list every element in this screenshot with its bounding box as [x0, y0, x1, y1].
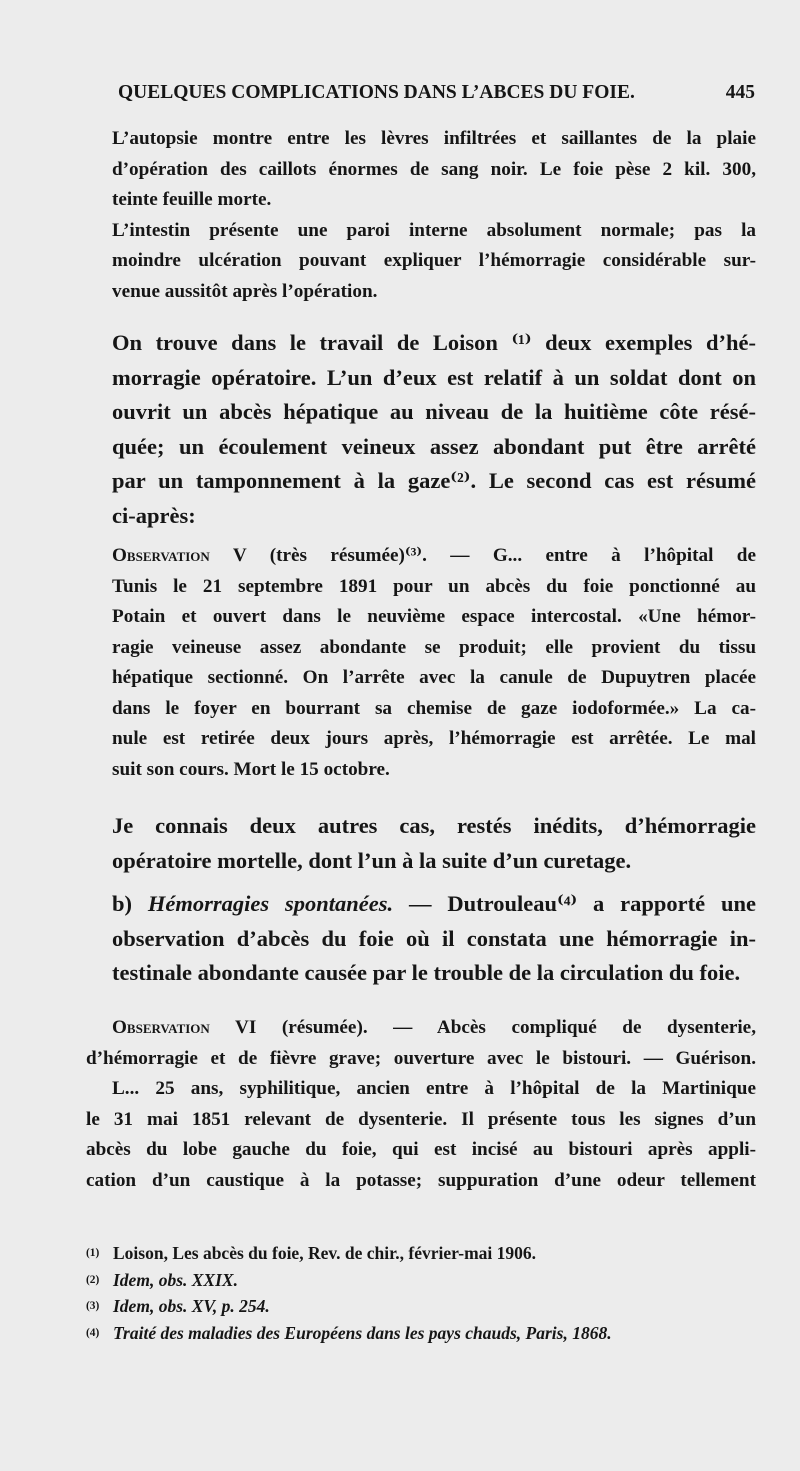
- text-line: cation d’un caustique à la potasse; suppuration d’une odeur tellement: [86, 1169, 756, 1191]
- text-line: morragie opératoire. L’un d’eux est relatif à un soldat dont on: [112, 364, 756, 390]
- text-line: d’opération des caillots énormes de sang noir. Le foie pèse 2 kil. 300,: [112, 158, 756, 180]
- intestine-paragraph: [86, 216, 756, 308]
- observation-heading: Observation: [112, 1017, 210, 1038]
- text-line: le 31 mai 1851 relevant de dysenterie. Il présente tous les signes d’un: [86, 1108, 756, 1130]
- text-line: d’hémorragie et de fièvre grave; ouverture avec le bistouri. — Guérison.: [86, 1047, 756, 1069]
- spontaneous-hemorrhage-paragraph: [86, 887, 756, 991]
- text-line: L’autopsie montre entre les lèvres infiltrées et saillantes de la plaie: [112, 128, 756, 149]
- text-line: observation d’abcès du foie où il constata une hémorragie in-: [112, 925, 756, 951]
- text-line: ragie veineuse assez abondante se produit; elle provient du tissu: [112, 636, 756, 658]
- text-line: — Dutrouleau⁽⁴⁾ a rapporté une: [393, 891, 757, 916]
- text-line: Tunis le 21 septembre 1891 pour un abcès du foie ponctionné au: [112, 575, 756, 597]
- running-header: [118, 82, 755, 104]
- footnote-text: Loison, Les abcès du foie, Rev. de chir., février-mai 1906.: [113, 1243, 537, 1263]
- text-line: suit son cours. Mort le 15 octobre.: [112, 758, 390, 780]
- inedits-paragraph: [86, 809, 756, 878]
- page-number: 445: [725, 82, 755, 103]
- observation-6: [86, 1013, 756, 1196]
- footnote-text: Idem, obs. XV, p. 254.: [113, 1296, 270, 1316]
- footnote-number: (4): [86, 1326, 100, 1339]
- footnote-text: Traité des maladies des Européens dans les pays chauds, Paris, 1868.: [113, 1322, 612, 1343]
- text-line: Je connais deux autres cas, restés inédits, d’hémorragie: [112, 813, 756, 838]
- running-title: QUELQUES COMPLICATIONS DANS L’ABCES DU FOIE.: [118, 82, 635, 103]
- observation-heading: Observation: [112, 545, 210, 566]
- text-line: VI (résumée). — Abcès compliqué de dysenterie,: [209, 1017, 756, 1038]
- text-line: hépatique sectionné. On l’arrête avec la canule de Dupuytren placée: [112, 667, 756, 688]
- loison-paragraph: [86, 326, 756, 533]
- section-title: Hémorragies spontanées.: [147, 891, 394, 916]
- footnote: [86, 1267, 756, 1294]
- text-line: par un tamponnement à la gaze⁽²⁾. Le second cas est résumé: [112, 468, 756, 493]
- footnote-number: (1): [86, 1247, 100, 1259]
- footnote: [86, 1320, 756, 1347]
- text-line: venue aussitôt après l’opération.: [112, 280, 378, 302]
- footnote-text: Idem, obs. XXIX.: [113, 1269, 238, 1290]
- text-line: dans le foyer en bourrant sa chemise de gaze iodoformée.» La ca-: [112, 697, 756, 719]
- text-line: ci-après:: [112, 502, 196, 528]
- text-line: quée; un écoulement veineux assez abondant put être arrêté: [112, 433, 756, 459]
- text-line: teinte feuille morte.: [112, 189, 272, 210]
- text-line: moindre ulcération pouvant expliquer l’hémorragie considérable sur-: [112, 250, 756, 271]
- text-line: nule est retirée deux jours après, l’hémorragie est arrêtée. Le mal: [112, 728, 756, 749]
- text-line: Potain et ouvert dans le neuvième espace intercostal. «Une hémor-: [112, 606, 756, 627]
- text-line: opératoire mortelle, dont l’un à la suite d’un curetage.: [112, 847, 632, 873]
- observation-5: [86, 541, 756, 785]
- footnote-number: (3): [86, 1300, 100, 1312]
- section-prefix: b): [112, 891, 148, 916]
- text-line: abcès du lobe gauche du foie, qui est incisé au bistouri après appli-: [86, 1139, 756, 1160]
- text-line: testinale abondante causée par le trouble de la circulation du foie.: [112, 960, 741, 985]
- footnotes: [86, 1240, 756, 1346]
- footnote: [86, 1240, 756, 1267]
- autopsy-paragraph: [86, 124, 756, 307]
- footnote: [86, 1293, 756, 1320]
- footnote-number: (2): [86, 1273, 100, 1286]
- text-line: On trouve dans le travail de Loison ⁽¹⁾ deux exemples d’hé-: [112, 330, 756, 355]
- text-line: ouvrit un abcès hépatique au niveau de la huitième côte résé-: [112, 399, 756, 424]
- text-line: L’intestin présente une paroi interne absolument normale; pas la: [112, 219, 756, 241]
- text-line: L... 25 ans, syphilitique, ancien entre à l’hôpital de la Martinique: [112, 1078, 756, 1099]
- text-line: V (très résumée)⁽³⁾. — G... entre à l’hôpital de: [209, 545, 756, 566]
